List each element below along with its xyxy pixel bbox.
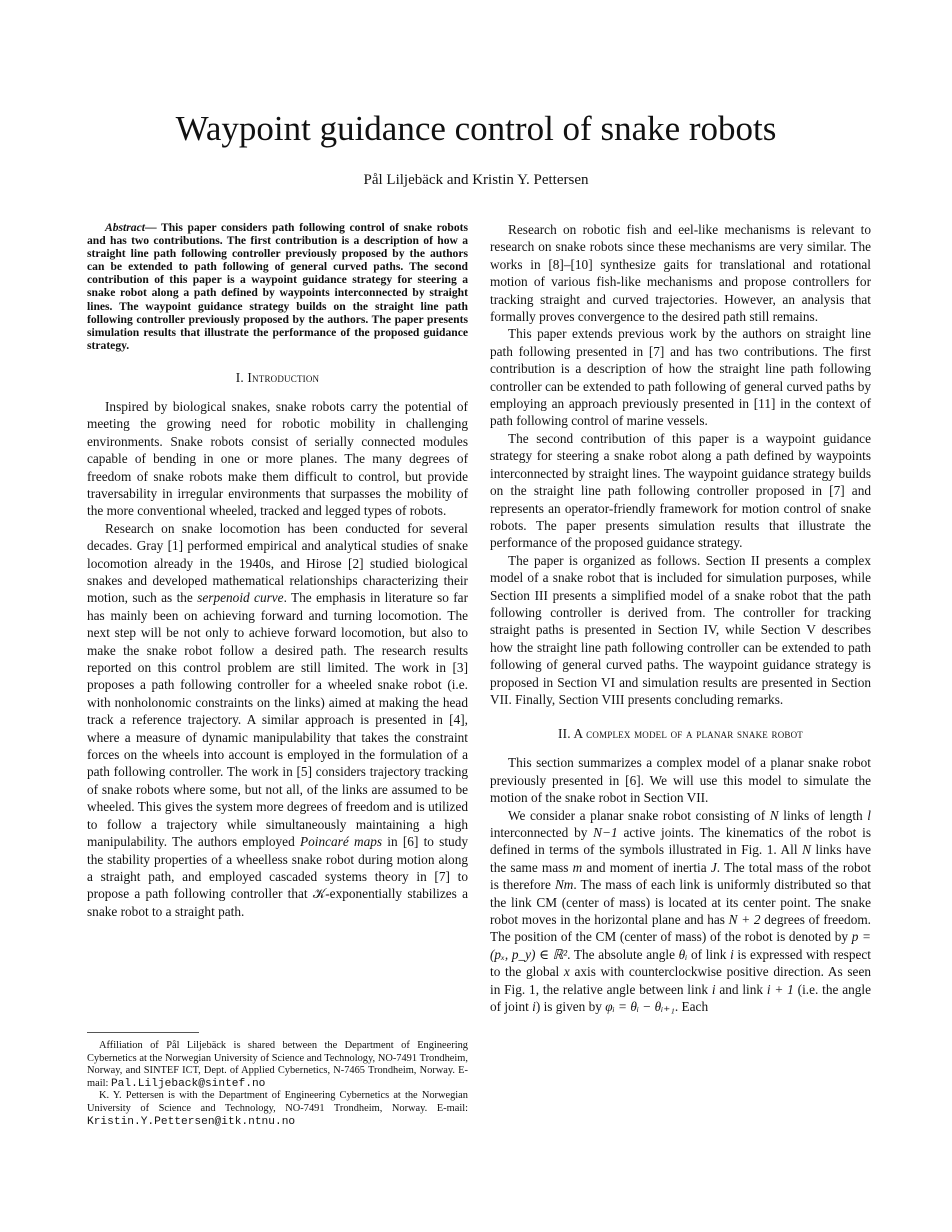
math: N−1 bbox=[593, 825, 618, 840]
math: i bbox=[532, 999, 536, 1015]
math: m bbox=[572, 859, 583, 875]
math: N bbox=[802, 842, 811, 858]
text-run: axis with counterclockwise positive direction. As seen in Fig. 1, the relative angle between link bbox=[490, 964, 872, 997]
footnote-affiliation-liljeback bbox=[87, 1040, 468, 1090]
text-run: Research on snake locomotion has been conducted for several decades. Gray [1] performed empirical and analytical studies of snake locomotion already in the 1940s, and Hirose [2] studied biological snakes and developed mathematical relationships characterizing their motion, such as the bbox=[87, 520, 468, 606]
model-paragraph-2 bbox=[490, 807, 871, 1016]
text-run: is expressed with respect to the global bbox=[490, 946, 871, 980]
text-run: (i.e. the angle of joint bbox=[490, 981, 871, 1015]
math: i + 1 bbox=[766, 981, 794, 997]
paper-title: Waypoint guidance control of snake robots bbox=[175, 109, 777, 148]
text-run: and moment of inertia bbox=[582, 859, 711, 875]
text-run: . The total mass of the robot is therefore bbox=[490, 859, 871, 893]
abstract-lead: Abstract bbox=[105, 221, 145, 234]
text-run: K. Y. Pettersen is with the Department of Engineering Cybernetics at the Norwegian University of Science and Technology, NO-7491 Trondheim, Norway. E-mail: bbox=[87, 1090, 468, 1114]
intro-paragraph-3: Research on robotic fish and eel-like mechanisms is relevant to research on snake robots since these mechanisms are very similar. The works in [8]–[10] synthesize gaits for translational and rotational motion of various fish-like mechanisms and propose controllers for tracking straight and curved trajectories. However, an analysis that formally proves convergence to the desired path still remains. bbox=[490, 222, 871, 325]
intro-paragraph-5: The second contribution of this paper is a waypoint guidance strategy for steering a snake robot along a path defined by waypoints interconnected by straight lines. The waypoint guidance strategy builds on the straight line path following controller proposed in [7] and represents an operator-friendly framework for motion control of snake robots. The paper presents simulation results that illustrate the performance of the proposed guidance strategy. bbox=[490, 430, 871, 551]
text-run: Affiliation of Pål Liljebäck is shared between the Department of Engineering Cybernetics at the Norwegian University of Science and Technology, NO-7491 Trondheim, Norway, and SINTEF ICT, Dept. of Applied Cybernetics, N-7465 Trondheim, Norway. E-mail: bbox=[87, 1040, 468, 1089]
email-pettersen[interactable]: Kristin.Y.Pettersen@itk.ntnu.no bbox=[87, 1115, 296, 1128]
text-run: and link bbox=[715, 981, 767, 997]
math: θᵢ bbox=[678, 946, 688, 962]
text-run: of link bbox=[687, 946, 731, 962]
text-run: . The absolute angle bbox=[567, 946, 679, 962]
math: N bbox=[769, 807, 779, 823]
right-column bbox=[490, 221, 871, 1015]
footnotes bbox=[87, 1040, 468, 1128]
email-liljeback[interactable]: Pal.Liljeback@sintef.no bbox=[110, 1077, 266, 1090]
text-run: in [6] to study the stability properties of a wheelless snake robot during motion along a straight path, and employed cascaded systems theory in [7] to propose a path following controller that 𝒦-exponentially stabilizes a snake robot to a straight path. bbox=[87, 834, 469, 919]
section-heading-model: II. A complex model of a planar snake robot bbox=[557, 726, 804, 742]
text-run: links have the same mass bbox=[490, 842, 871, 875]
math: φᵢ = θᵢ − θᵢ₊₁ bbox=[605, 999, 675, 1015]
intro-paragraph-6: The paper is organized as follows. Section II presents a complex model of a snake robot that is included for simulation purposes, while Section III presents a simplified model of a snake robot that the path following controller is derived from. The controller for tracking straight paths is presented in Section IV, while Section V describes how the straight line path following controller can be extended to path following of general curved paths. The waypoint guidance strategy is proposed in Section VI and simulation results are presented in Section VII. Finally, Section VIII presents concluding remarks. bbox=[490, 552, 871, 707]
text-run: We consider a planar snake robot consisting of bbox=[508, 807, 770, 823]
math: x bbox=[563, 964, 570, 980]
section-heading-introduction: I. Introduction bbox=[235, 369, 320, 385]
math: Nm bbox=[554, 877, 574, 893]
math: l bbox=[867, 807, 871, 823]
text-run: links of length bbox=[778, 807, 868, 823]
paper-authors: Pål Liljebäck and Kristin Y. Pettersen bbox=[363, 172, 589, 188]
model-paragraph-1: This section summarizes a complex model of a planar snake robot previously presented in [6]. We will use this model to simulate the motion of the snake robot in Section VII. bbox=[490, 755, 871, 806]
footnote-rule bbox=[87, 1032, 199, 1033]
footnote-affiliation-pettersen bbox=[87, 1090, 468, 1128]
intro-paragraph-1: Inspired by biological snakes, snake robots carry the potential of meeting the growing need for robotic mobility in challenging environments. Snake robots consist of serially connected modules capable of bending in one or more planes. The many degrees of freedom of snake robots make them difficult to control, but provide traversability in irregular environments that surpasses the mobility of the more conventional wheeled, tracked and legged types of robots. bbox=[87, 398, 468, 519]
text-run: interconnected by bbox=[490, 825, 594, 840]
math: N + 2 bbox=[728, 912, 761, 928]
left-column bbox=[87, 221, 468, 920]
text-run: active joints. The kinematics of the robot is defined in terms of the symbols illustrated in Fig. 1. All bbox=[490, 825, 871, 858]
text-run: ) is given by bbox=[535, 999, 606, 1015]
math: p = (pₓ, p_y) ∈ ℝ² bbox=[490, 929, 871, 962]
text-run: . The mass of each link is uniformly distributed so that the link CM (center of mass) is located at its center point. The snake robot moves in the horizontal plane and has bbox=[490, 877, 871, 928]
text-run: degrees of freedom. The position of the CM (center of mass) of the robot is denoted by bbox=[490, 912, 872, 945]
emphasis-poincare-maps: Poincaré maps bbox=[299, 834, 383, 850]
abstract-text: — This paper considers path following control of snake robots and has two contributions. The first contribution is a description of how a straight line path following controller previously proposed by the authors can be extended to path following of general curved paths. The second contribution of this paper is a waypoint guidance strategy for steering a snake robot along a path defined by waypoints interconnected by straight lines. The waypoint guidance strategy builds on the straight line path following controller previously proposed by the authors. The paper presents simulation results that illustrate the performance of the proposed guidance strategy. bbox=[87, 221, 468, 352]
math: J bbox=[710, 859, 717, 875]
math: i bbox=[711, 981, 716, 997]
intro-paragraph-2 bbox=[87, 520, 468, 920]
emphasis-serpenoid-curve: serpenoid curve bbox=[197, 590, 284, 606]
text-run: . Each bbox=[674, 999, 709, 1015]
abstract bbox=[87, 221, 468, 352]
intro-paragraph-4: This paper extends previous work by the authors on straight line path following presented in [7] and has two contributions. The first contribution is a description of how the straight line path following controller can be extended to path following of general curved paths by employing an approach previously presented in [11] in the context of path following control of marine vessels. bbox=[490, 326, 871, 429]
math: i bbox=[730, 946, 734, 962]
text-run: . The emphasis in literature so far has mainly been on achieving forward and turning locomotion. The next step will be not only to achieve forward locomotion, but also to make the snake robot follow a desired path. The research results reported on this control problem are still limited. The work in [3] proposes a path following controller for a wheeled snake robot (i.e. with nonholonomic constraints on the links) aimed at making the head track a reference trajectory. A similar approach is presented in [4], where a measure of dynamic manipulability that takes the constraint forces on the wheels into account is employed in the formulation of a path following controller. The work in [5] considers trajectory tracking of snake robots where some, but not all, of the links are assumed to be wheeled. This gives the system more degrees of freedom and is utilized to follow a trajectory while simultaneously maintaining a high manipulability. The authors employed bbox=[87, 590, 469, 850]
